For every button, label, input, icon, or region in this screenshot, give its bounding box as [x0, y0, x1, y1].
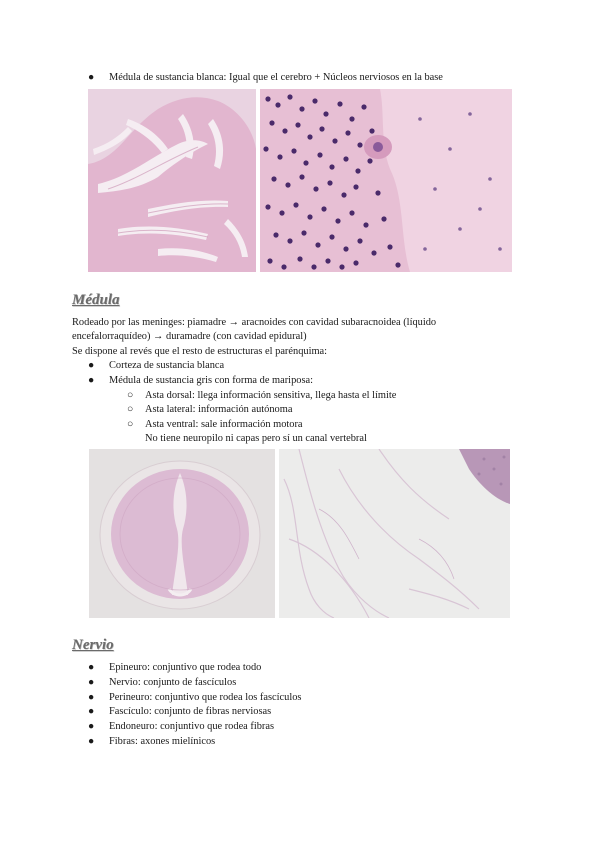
bullet-dot: ●	[88, 692, 95, 703]
section-heading-nervio: Nervio	[72, 637, 114, 653]
subbullet-text: Asta lateral: información autónoma	[145, 404, 293, 415]
bullet-text: Perineuro: conjuntivo que rodea los fascículos	[109, 692, 302, 703]
bullet-dot: ●	[88, 677, 95, 688]
bullet-dot: ●	[88, 721, 95, 732]
bullet-dot: ●	[88, 706, 95, 717]
bullet-text: Endoneuro: conjuntivo que rodea fibras	[109, 721, 275, 732]
subbullet-circle: ○	[127, 419, 134, 430]
medula-note: No tiene neuropilo ni capas pero sí un canal vertebral	[145, 433, 367, 444]
bullet-dot: ●	[88, 375, 95, 386]
bullet-dot: ●	[88, 736, 95, 747]
bullet-text: Médula de sustancia gris con forma de mariposa:	[109, 375, 313, 386]
bullet-dot: ●	[88, 662, 95, 673]
bullet-text: Epineuro: conjuntivo que rodea todo	[109, 662, 262, 673]
subbullet-circle: ○	[127, 390, 134, 401]
cerebellum-low-mag-image	[88, 89, 256, 272]
subbullet-text: Asta ventral: sale información motora	[145, 419, 303, 430]
bullet-text: Médula de sustancia blanca: Igual que el cerebro + Núcleos nerviosos en la base	[109, 72, 443, 83]
section-heading-medula: Médula	[72, 292, 120, 308]
bullet-text: Nervio: conjunto de fascículos	[109, 677, 237, 688]
spinal-cord-meninges-image	[279, 449, 510, 618]
spinal-cord-low-mag-image	[89, 449, 275, 618]
bullet-dot: ●	[88, 360, 95, 371]
subbullet-circle: ○	[127, 404, 134, 415]
medula-paragraph-line: Se dispone al revés que el resto de estructuras el parénquima:	[72, 346, 328, 357]
bullet-text: Fascículo: conjunto de fibras nerviosas	[109, 706, 272, 717]
medula-paragraph-line: Rodeado por las meninges: piamadre → aracnoides con cavidad subaracnoidea (líquido	[72, 317, 437, 328]
cerebellum-high-mag-image	[260, 89, 512, 272]
subbullet-text: Asta dorsal: llega información sensitiva, llega hasta el límite	[145, 390, 397, 401]
medula-paragraph-line: encefalorraquídeo) → duramadre (con cavidad epidural)	[72, 331, 307, 342]
bullet-dot: ●	[88, 72, 95, 83]
bullet-text: Fibras: axones mielínicos	[109, 736, 216, 747]
bullet-text: Corteza de sustancia blanca	[109, 360, 225, 371]
